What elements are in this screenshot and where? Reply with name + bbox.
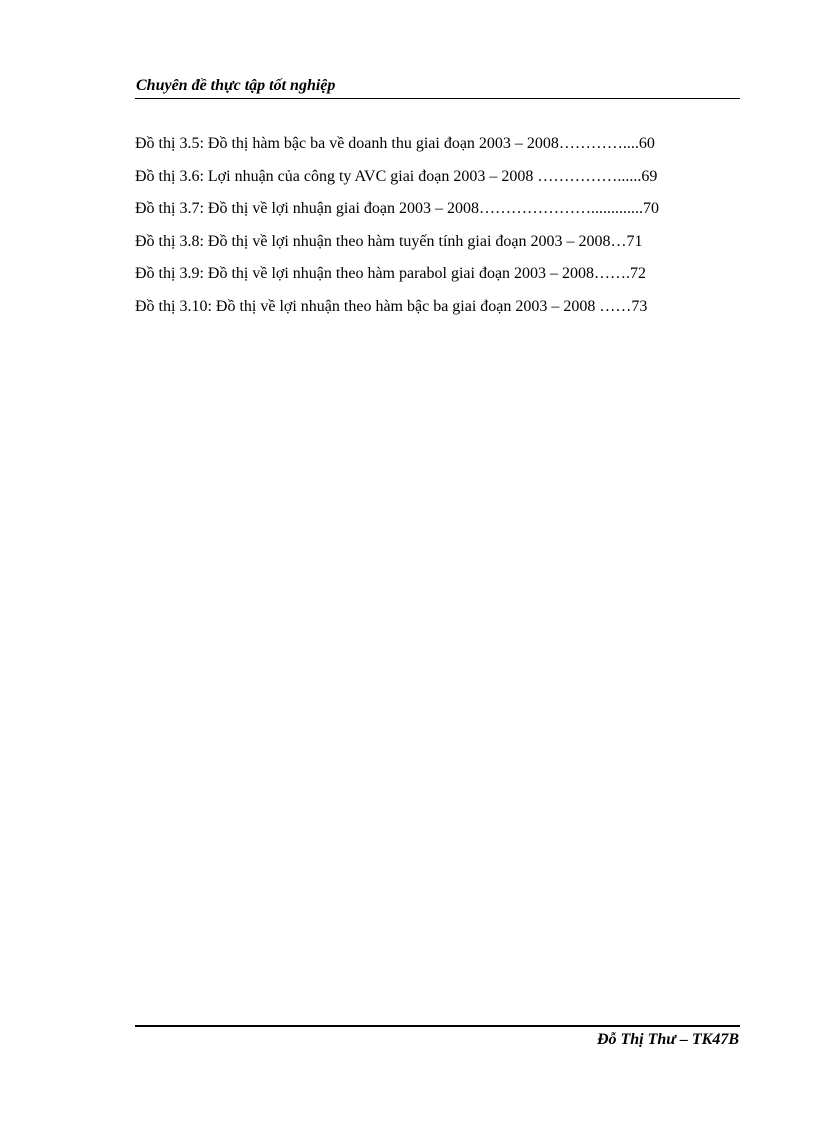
page-header (135, 74, 740, 99)
figure-list-item (135, 262, 740, 295)
figure-list-item (135, 165, 740, 198)
figure-entry-text: Đồ thị 3.10: Đồ thị về lợi nhuận theo hàm bậc ba giai đoạn 2003 – 2008 ……73 (135, 297, 648, 315)
figure-entry-text: Đồ thị 3.6: Lợi nhuận của công ty AVC giai đoạn 2003 – 2008 ……………......69 (135, 167, 658, 185)
figure-entry-text: Đồ thị 3.5: Đồ thị hàm bậc ba về doanh thu giai đoạn 2003 – 2008…………....60 (135, 135, 655, 152)
figure-entry-text: Đồ thị 3.7: Đồ thị về lợi nhuận giai đoạn 2003 – 2008………………….............70 (135, 200, 659, 218)
figure-list-item (135, 230, 740, 263)
figure-list-item (135, 132, 740, 165)
page-footer (135, 1025, 740, 1048)
footer-author: Đỗ Thị Thư – TK47B (596, 1031, 739, 1048)
figure-list-item (135, 197, 740, 230)
figure-list-item (135, 295, 740, 328)
figure-entry-text: Đồ thị 3.9: Đồ thị về lợi nhuận theo hàm parabol giai đoạn 2003 – 2008…….72 (135, 265, 647, 283)
header-title: Chuyên đề thực tập tốt nghiệp (136, 77, 336, 94)
figure-entry-text: Đồ thị 3.8: Đồ thị về lợi nhuận theo hàm tuyến tính giai đoạn 2003 – 2008…71 (135, 232, 643, 250)
figure-list (135, 132, 740, 328)
